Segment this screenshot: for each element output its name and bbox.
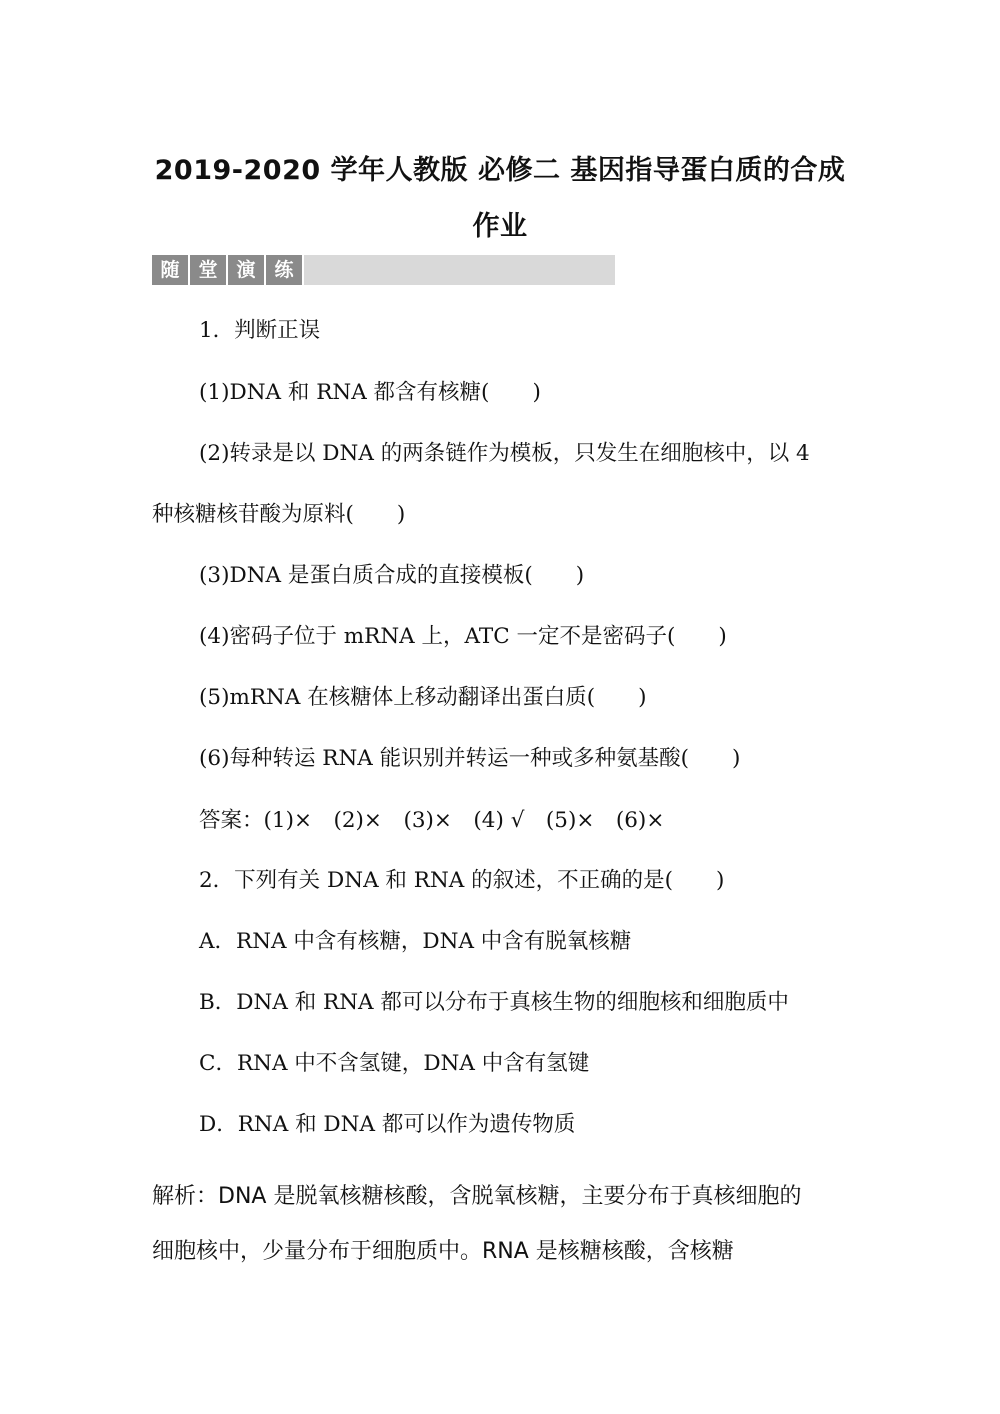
analysis-line-1: 解析：DNA 是脱氧核糖核酸，含脱氧核糖，主要分布于真核细胞的 xyxy=(152,1184,802,1209)
q1-item-5: (5)mRNA 在核糖体上移动翻译出蛋白质( ) xyxy=(199,685,647,710)
q1-item-1: (1)DNA 和 RNA 都含有核糖( ) xyxy=(199,380,541,405)
document-title: 2019-2020 学年人教版 必修二 基因指导蛋白质的合成 xyxy=(154,155,846,186)
question-2-heading: 2．下列有关 DNA 和 RNA 的叙述，不正确的是( ) xyxy=(199,868,725,893)
section-char: 堂 xyxy=(190,255,228,285)
q1-item-4: (4)密码子位于 mRNA 上，ATC 一定不是密码子( ) xyxy=(199,624,727,649)
q1-item-2: (2)转录是以 DNA 的两条链作为模板，只发生在细胞核中，以 4 xyxy=(199,441,810,466)
q1-item-3: (3)DNA 是蛋白质合成的直接模板( ) xyxy=(199,563,585,588)
q2-option-c: C．RNA 中不含氢键，DNA 中含有氢键 xyxy=(199,1051,590,1076)
section-header-bar xyxy=(152,255,615,285)
analysis-line-2: 细胞核中，少量分布于细胞质中。RNA 是核糖核酸，含核糖 xyxy=(152,1239,734,1264)
q2-option-d: D．RNA 和 DNA 都可以作为遗传物质 xyxy=(199,1112,576,1137)
section-char: 演 xyxy=(228,255,266,285)
document-title-line2: 作业 xyxy=(472,211,528,242)
q1-item-6: (6)每种转运 RNA 能识别并转运一种或多种氨基酸( ) xyxy=(199,746,741,771)
section-char: 练 xyxy=(266,255,304,285)
section-char: 随 xyxy=(152,255,190,285)
q1-item-2-continued: 种核糖核苷酸为原料( ) xyxy=(152,502,406,527)
q1-answer: 答案：(1)× (2)× (3)× (4) √ (5)× (6)× xyxy=(199,808,665,833)
question-1-heading: 1．判断正误 xyxy=(199,318,321,343)
q2-option-a: A．RNA 中含有核糖，DNA 中含有脱氧核糖 xyxy=(199,929,632,954)
q2-option-b: B．DNA 和 RNA 都可以分布于真核生物的细胞核和细胞质中 xyxy=(199,990,789,1015)
